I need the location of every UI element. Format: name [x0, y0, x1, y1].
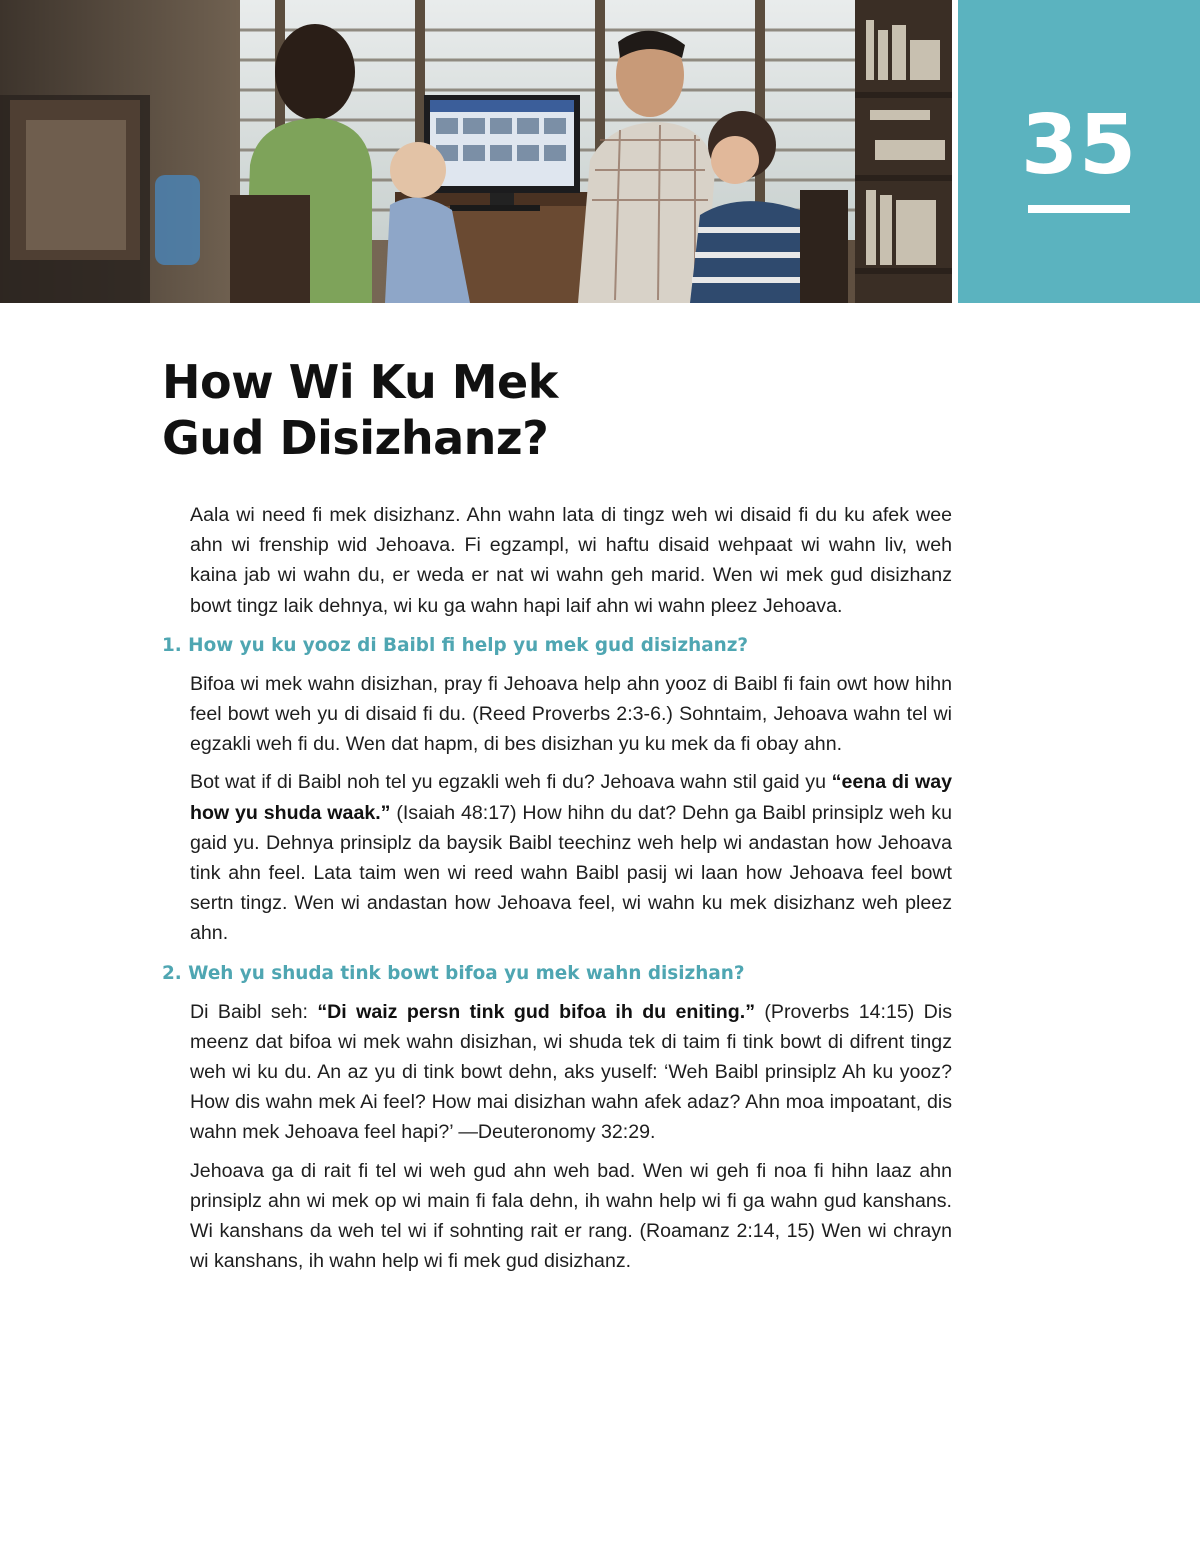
- section-2-paragraph-1: [190, 997, 952, 1148]
- question-1: 1. How yu ku yooz di Baibl fi help yu mek gud disizhanz?: [162, 634, 749, 656]
- section-1-paragraph-1: Bifoa wi mek wahn disizhan, pray fi Jehoava help ahn yooz di Baibl fi fain owt how hihn feel bowt weh yu di disaid fi du. (Reed Proverbs 2:3-6.) Sohntaim, Jehoava wahn tel wi egzakli weh fi du. Wen dat hapm, di bes disizhan yu ku mek da fi obay ahn.: [190, 672, 952, 756]
- section-2-p1-quote: “Di waiz persn tink gud bifoa ih du eniting.”: [317, 1000, 755, 1023]
- section-1-p2-quote: “eena di way how yu shuda waak.”: [190, 771, 952, 824]
- intro-paragraph: Aala wi need fi mek disizhanz. Ahn wahn lata di tingz weh wi disaid fi du ku afek wee ahn wi frenship wid Jehoava. Fi egzampl, wi haftu disaid wehpaat wi wahn liv, weh kaina jab wi wahn du, er weda er nat wi wahn geh marid. Wen wi mek gud disizhanz bowt tingz laik dehnya, wi ku ga wahn hapi laif ahn wi wahn pleez Jehoava.: [190, 504, 952, 617]
- page-title-line-2: Gud Disizhanz?: [162, 411, 549, 465]
- section-1-p2-text-b: (Isaiah 48:17) How hihn du dat? Dehn ga Baibl prinsiplz weh ku gaid yu. Dehnya prinsiplz da baysik Baibl teechinz weh help wi andastan how Jehoava tink ahn feel. Lata taim wen wi reed wahn Baibl pasij wi laan how Jehoava feel bowt sertn tingz. Wen wi andastan how Jehoava feel, wi wahn ku mek disizhanz weh pleez ahn.: [190, 801, 952, 945]
- family-at-computer-photo: [0, 0, 952, 303]
- section-2-paragraph-2: Jehoava ga di rait fi tel wi weh gud ahn weh bad. Wen wi geh fi noa fi hihn laaz ahn prinsiplz ahn wi mek op wi main fi fala dehn, ih wahn help wi fi ga wahn gud kanshans. Wi kanshans da weh tel wi if sohnting rait er rang. (Roamanz 2:14, 15) Wen wi chrayn wi kanshans, ih wahn help wi fi mek gud disizhanz.: [190, 1159, 952, 1273]
- header-photo-illustration: [0, 0, 952, 303]
- chapter-badge: [958, 0, 1200, 303]
- section-1-p2-text-a: Bot wat if di Baibl noh tel yu egzakli weh fi du? Jehoava wahn stil gaid yu: [190, 771, 832, 794]
- page-title: [162, 354, 862, 466]
- page-title-line-1: How Wi Ku Mek: [162, 355, 558, 409]
- chapter-underline: [1028, 205, 1130, 213]
- lesson-content: [162, 500, 952, 1284]
- section-1-paragraph-2: [190, 767, 952, 948]
- section-2-p1-text-b: (Proverbs 14:15) Dis meenz dat bifoa wi mek wahn disizhan, wi shuda tek di taim fi tink bowt di difrent tingz weh wi ku du. An az yu di tink bowt dehn, aks yuself: ‘Weh Baibl prinsiplz Ah ku yooz? How dis wahn mek Ai feel? How mai disizhan wahn afek adaz? Ahn moa impoatant, dis wahn mek Jehoava feel hapi?’ —Deuteronomy 32:29.: [190, 1000, 952, 1144]
- chapter-number: 35: [1020, 98, 1138, 193]
- section-2-p1-text-a: Di Baibl seh:: [190, 1000, 318, 1023]
- question-2: 2. Weh yu shuda tink bowt bifoa yu mek wahn disizhan?: [162, 962, 745, 984]
